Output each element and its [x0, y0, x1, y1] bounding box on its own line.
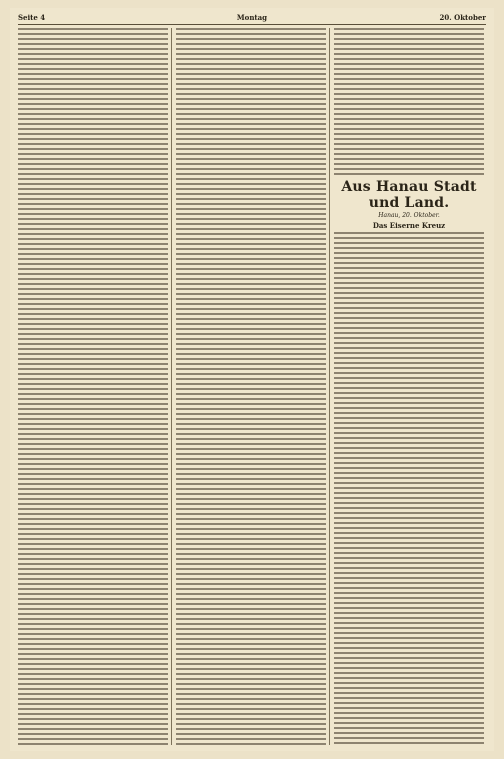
- section-dateline: Hanau, 20. Oktober.: [378, 212, 440, 219]
- column-2: [176, 28, 326, 745]
- issue-date: 20. Oktober: [439, 13, 486, 22]
- subheading-eisernes-kreuz: Das Eiserne Kreuz: [372, 221, 446, 230]
- column-divider: [171, 28, 172, 745]
- column-3-text-bottom: [334, 232, 484, 745]
- column-3: [334, 28, 484, 745]
- section-heading-hanau: Aus Hanau Stadt und Land.: [341, 179, 477, 211]
- column-divider: [329, 28, 330, 745]
- column-3-text-top: [334, 28, 484, 176]
- page-number: Seite 4: [18, 13, 46, 22]
- page-header: [18, 12, 486, 25]
- newspaper-page: [10, 8, 494, 751]
- column-1: [18, 28, 168, 745]
- column-1-text: [18, 28, 168, 745]
- weekday: Montag: [236, 13, 268, 22]
- column-2-text: [176, 28, 326, 745]
